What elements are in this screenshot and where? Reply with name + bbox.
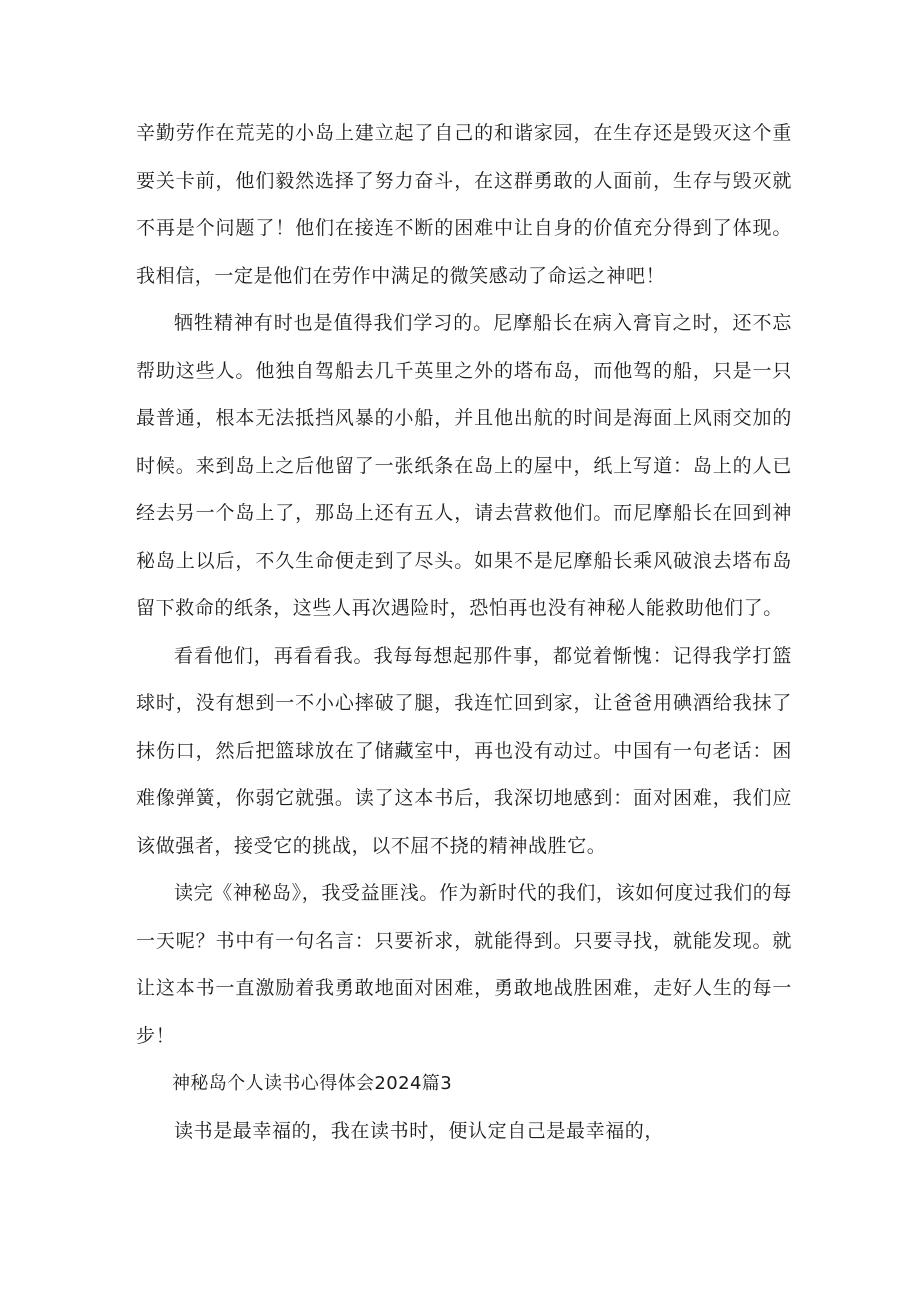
paragraph-conclusion: 读完《神秘岛》，我受益匪浅。作为新时代的我们，该如何度过我们的每一天呢？书中有一句名言：只要祈求，就能得到。只要寻找，就能发现。就让这本书一直激励着我勇敢地面对困难，勇敢地战胜困难，走好人生的每一步！: [136, 882, 792, 1047]
paragraph-continued: 辛勤劳作在荒芜的小岛上建立起了自己的和谐家园，在生存还是毁灭这个重要关卡前，他们毅然选择了努力奋斗，在这群勇敢的人面前，生存与毁灭就不再是个问题了！他们在接连不断的困难中让自身的价值充分得到了体现。我相信，一定是他们在劳作中满足的微笑感动了命运之神吧！: [136, 122, 792, 287]
section-heading: 神秘岛个人读书心得体会2024篇3: [172, 1073, 453, 1094]
paragraph-next-section: 读书是最幸福的，我在读书时，便认定自己是最幸福的，: [174, 1119, 665, 1142]
paragraph-reflection: 看看他们，再看看我。我每每想起那件事，都觉着惭愧：记得我学打篮球时，没有想到一不小心摔破了腿，我连忙回到家，让爸爸用碘酒给我抹了抹伤口，然后把篮球放在了储藏室中，再也没有动过。中国有一句老话：困难像弹簧，你弱它就强。读了这本书后，我深切地感到：面对困难，我们应该做强者，接受它的挑战，以不屈不挠的精神战胜它。: [136, 644, 792, 857]
document-body: [136, 110, 792, 1155]
paragraph-sacrifice: 牺牲精神有时也是值得我们学习的。尼摩船长在病入膏肓之时，还不忘帮助这些人。他独自驾船去几千英里之外的塔布岛，而他驾的船，只是一只最普通，根本无法抵挡风暴的小船，并且他出航的时间是海面上风雨交加的时候。来到岛上之后他留了一张纸条在岛上的屋中，纸上写道：岛上的人已经去另一个岛上了，那岛上还有五人，请去营救他们。而尼摩船长在回到神秘岛上以后，不久生命便走到了尽头。如果不是尼摩船长乘风破浪去塔布岛留下救命的纸条，这些人再次遇险时，恐怕再也没有神秘人能救助他们了。: [136, 312, 792, 619]
